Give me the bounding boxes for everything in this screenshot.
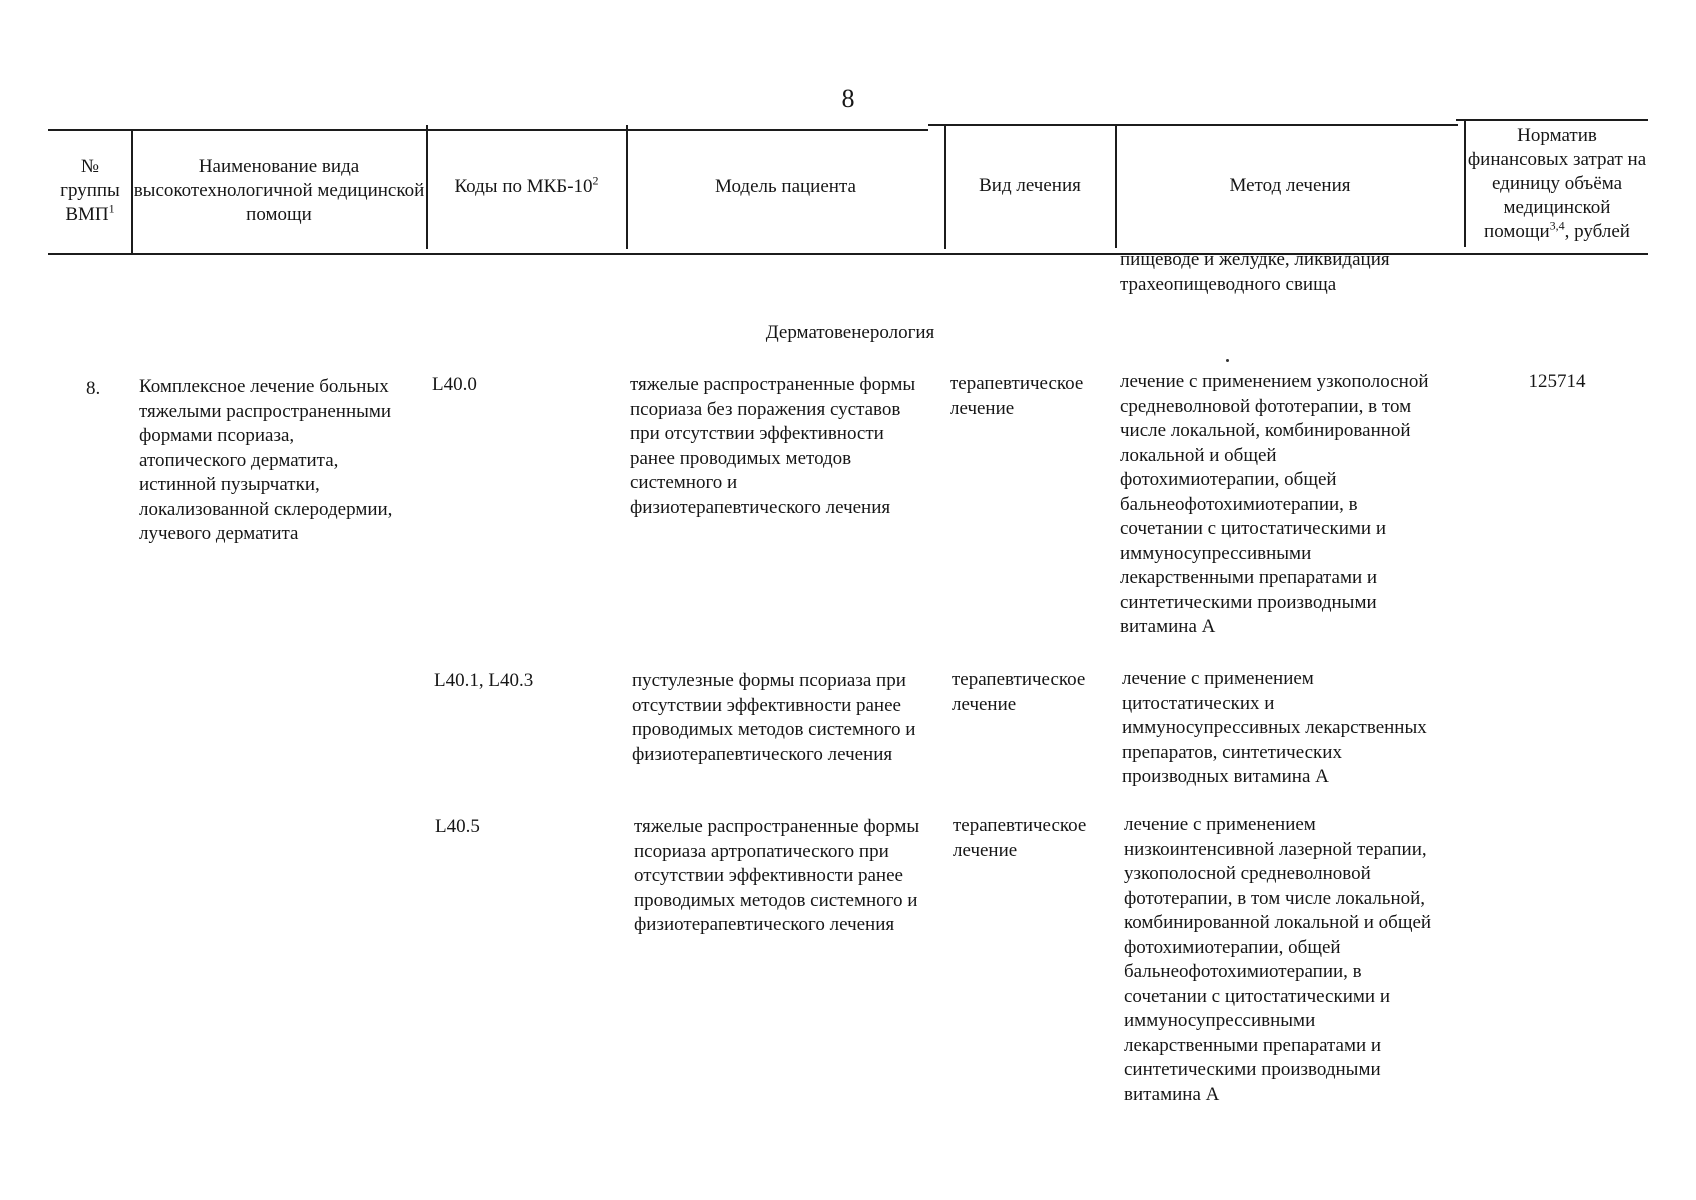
- row-codes: L40.1, L40.3: [434, 670, 534, 691]
- header-icd-codes: Коды по МКБ-$10^2$: [454, 173, 599, 197]
- group-cost-norm: 125714: [1528, 371, 1586, 392]
- group-name: Комплексное лечение больных тяжелыми распространенными формами псориаза, атопического дерматита, истинной пузырчатки, локализованной склеродермии, лучевого дерматита: [139, 376, 393, 544]
- continuation-method-text: пищеводе и желудке, ликвидация трахеопищеводного свища: [1120, 249, 1390, 295]
- header-treatment-method: Метод лечения: [1229, 175, 1351, 196]
- group-number: 8.: [86, 378, 101, 399]
- header-cost-norm: Норматив финансовых затрат на единицу объёма медицинской помощи$^{3,4}$, рублей: [1467, 125, 1647, 242]
- page-number: 8: [841, 84, 855, 113]
- row-treatment-method: лечение с применением низкоинтенсивной лазерной терапии, узкополосной средневолновой фототерапии, в том числе локальной, комбинированной локальной и общей фотохимиотерапии, общей бальнеофотохимиотерапии, в сочетании с цитостатическими и иммуносупрессивными лекарственными препаратами и синтетическими производными витамина А: [1124, 814, 1432, 1105]
- row-treatment-method: лечение с применением узкополосной средневолновой фототерапии, в том числе локальной, комбинированной локальной и общей фотохимиотерапии, общей бальнеофотохимиотерапии, в сочетании с цитостатическими и иммуносупрессивными лекарственными препаратами и синтетическими производными витамина А: [1120, 371, 1429, 637]
- header-group-number: № группы ВМП$^1$: [60, 156, 120, 225]
- scan-speck: [1226, 359, 1229, 362]
- header-care-type-name: Наименование вида высокотехнологичной медицинской помощи: [133, 156, 425, 225]
- row-treatment-type: терапевтическое лечение: [950, 373, 1084, 419]
- row-patient-model: тяжелые распространенные формы псориаза без поражения суставов при отсутствии эффективности ранее проводимых методов системного и физиотерапевтического лечения: [630, 374, 916, 518]
- section-title: Дерматовенерология: [765, 322, 935, 343]
- row-codes: L40.5: [435, 816, 480, 837]
- header-patient-model: Модель пациента: [715, 176, 856, 197]
- header-treatment-type: Вид лечения: [979, 175, 1081, 196]
- row-treatment-type: терапевтическое лечение: [953, 815, 1087, 861]
- row-patient-model: пустулезные формы псориаза при отсутствии эффективности ранее проводимых методов системного и физиотерапевтического лечения: [632, 670, 916, 765]
- row-treatment-method: лечение с применением цитостатических и иммуносупрессивных лекарственных препаратов, синтетических производных витамина А: [1122, 668, 1427, 787]
- row-patient-model: тяжелые распространенные формы псориаза артропатического при отсутствии эффективности ранее проводимых методов системного и физиотерапевтического лечения: [634, 816, 920, 935]
- row-codes: L40.0: [432, 374, 477, 395]
- row-treatment-type: терапевтическое лечение: [952, 669, 1086, 715]
